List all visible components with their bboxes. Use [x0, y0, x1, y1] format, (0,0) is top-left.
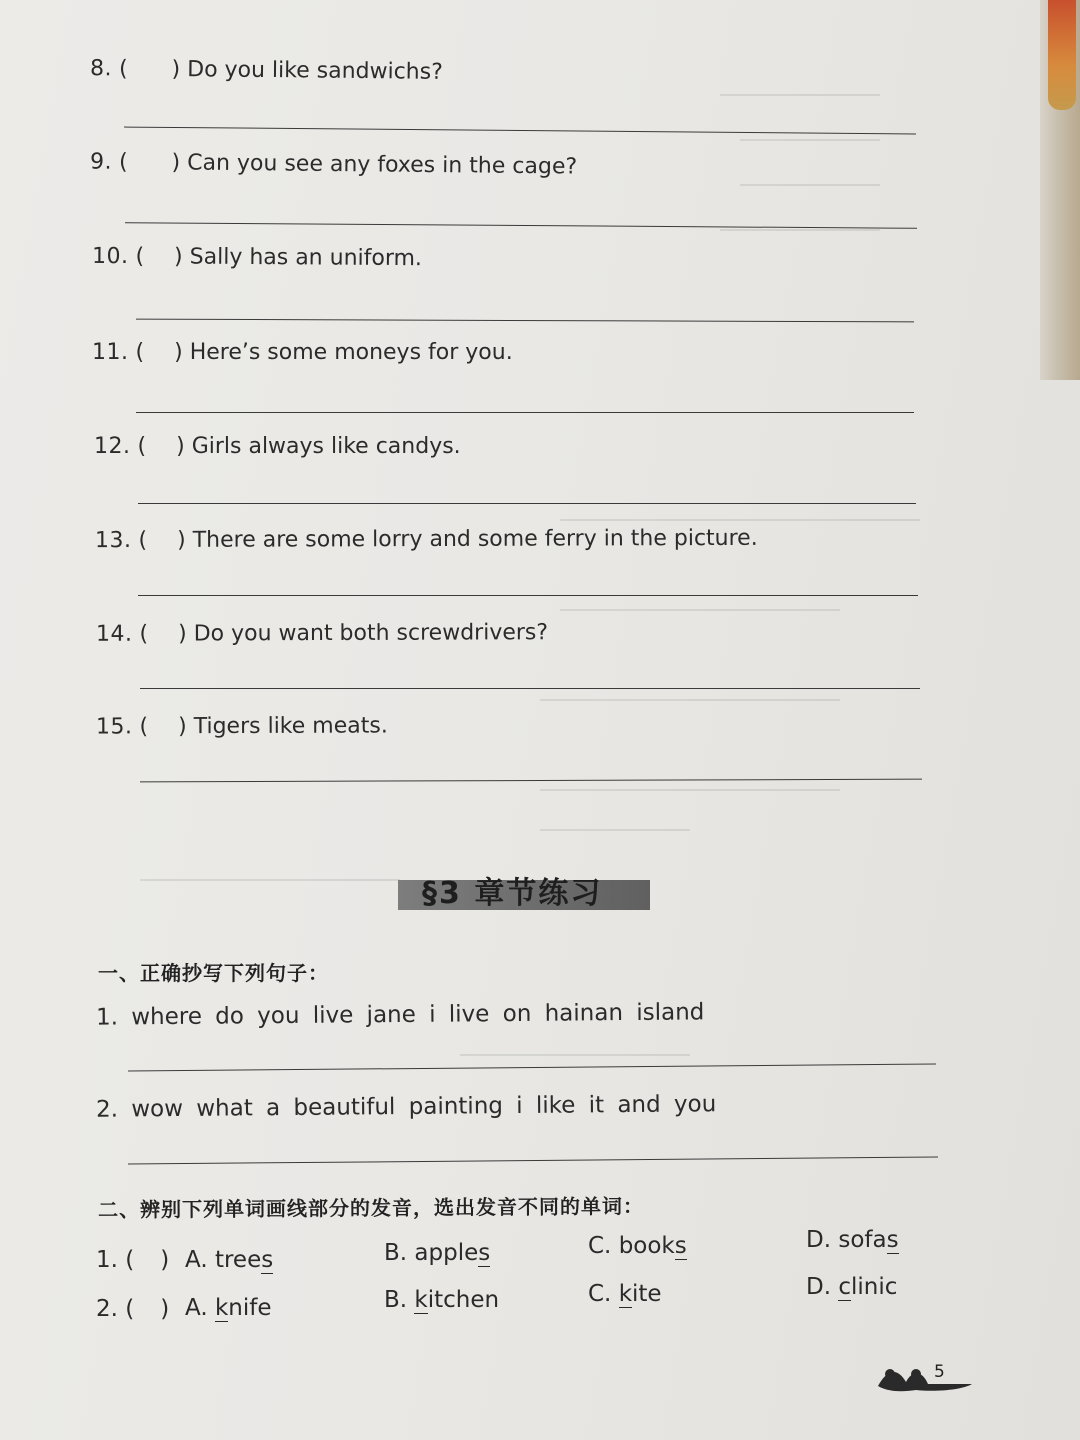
answer-line[interactable]	[140, 688, 920, 689]
question-10: 10. ( ) Sally has an uniform.	[91, 243, 423, 272]
part1-heading: 一、正确抄写下列句子：	[98, 961, 329, 985]
answer-line[interactable]	[128, 1063, 936, 1071]
question-12: 12. ( ) Girls always like candys.	[94, 434, 461, 459]
page-edge-binding	[1040, 0, 1080, 380]
option-2a: A. knife	[185, 1295, 272, 1321]
answer-line[interactable]	[128, 1156, 938, 1164]
option-1a: A. trees	[185, 1247, 274, 1273]
copy-sentence-1: 1. where do you live jane i live on hainan island	[95, 999, 705, 1031]
option-2c: C. kite	[588, 1281, 662, 1307]
pronunciation-item-2: 2. ( )	[96, 1296, 170, 1322]
answer-paren[interactable]: ( )	[118, 149, 181, 176]
answer-paren[interactable]: ( )	[138, 527, 186, 554]
corner-tab	[1048, 0, 1076, 110]
question-9: 9. ( ) Can you see any foxes in the cage?	[89, 149, 578, 180]
answer-paren[interactable]: ( )	[135, 244, 183, 270]
answer-paren[interactable]: ( )	[125, 1247, 170, 1273]
question-15: 15. ( ) Tigers like meats.	[95, 713, 388, 740]
answer-line[interactable]	[136, 412, 914, 413]
option-2d: D. clinic	[806, 1274, 898, 1300]
answer-line[interactable]	[138, 595, 918, 596]
answer-paren[interactable]: ( )	[139, 714, 187, 740]
answer-paren[interactable]: ( )	[137, 434, 185, 459]
page-number: 5	[934, 1362, 945, 1382]
question-13: 13. ( ) There are some lorry and some ferry in the picture.	[94, 525, 758, 554]
answer-paren[interactable]: ( )	[139, 621, 187, 647]
copy-sentence-2: 2. wow what a beautiful painting i like it and you	[95, 1091, 717, 1123]
page-ornament-icon	[876, 1360, 976, 1394]
option-1b: B. apples	[384, 1240, 491, 1266]
answer-line[interactable]	[124, 127, 916, 135]
option-1c: C. books	[588, 1233, 687, 1259]
option-1d: D. sofas	[806, 1227, 899, 1253]
answer-line[interactable]	[136, 319, 914, 323]
pronunciation-item-1: 1. ( )	[96, 1247, 170, 1273]
answer-paren[interactable]: ( )	[135, 340, 183, 365]
question-14: 14. ( ) Do you want both screwdrivers?	[95, 620, 549, 647]
section-title: §3 章节练习	[422, 876, 603, 911]
answer-paren[interactable]: ( )	[125, 1296, 170, 1322]
answer-paren[interactable]: ( )	[118, 56, 181, 83]
part2-heading: 二、辨别下列单词画线部分的发音，选出发音不同的单词：	[97, 1194, 645, 1222]
answer-line[interactable]	[125, 222, 917, 229]
option-2b: B. kitchen	[384, 1287, 500, 1313]
question-8: 8. ( ) Do you like sandwichs?	[89, 56, 443, 85]
answer-line[interactable]	[138, 503, 916, 504]
question-11: 11. ( ) Here’s some moneys for you.	[92, 340, 513, 365]
answer-line[interactable]	[140, 779, 922, 783]
